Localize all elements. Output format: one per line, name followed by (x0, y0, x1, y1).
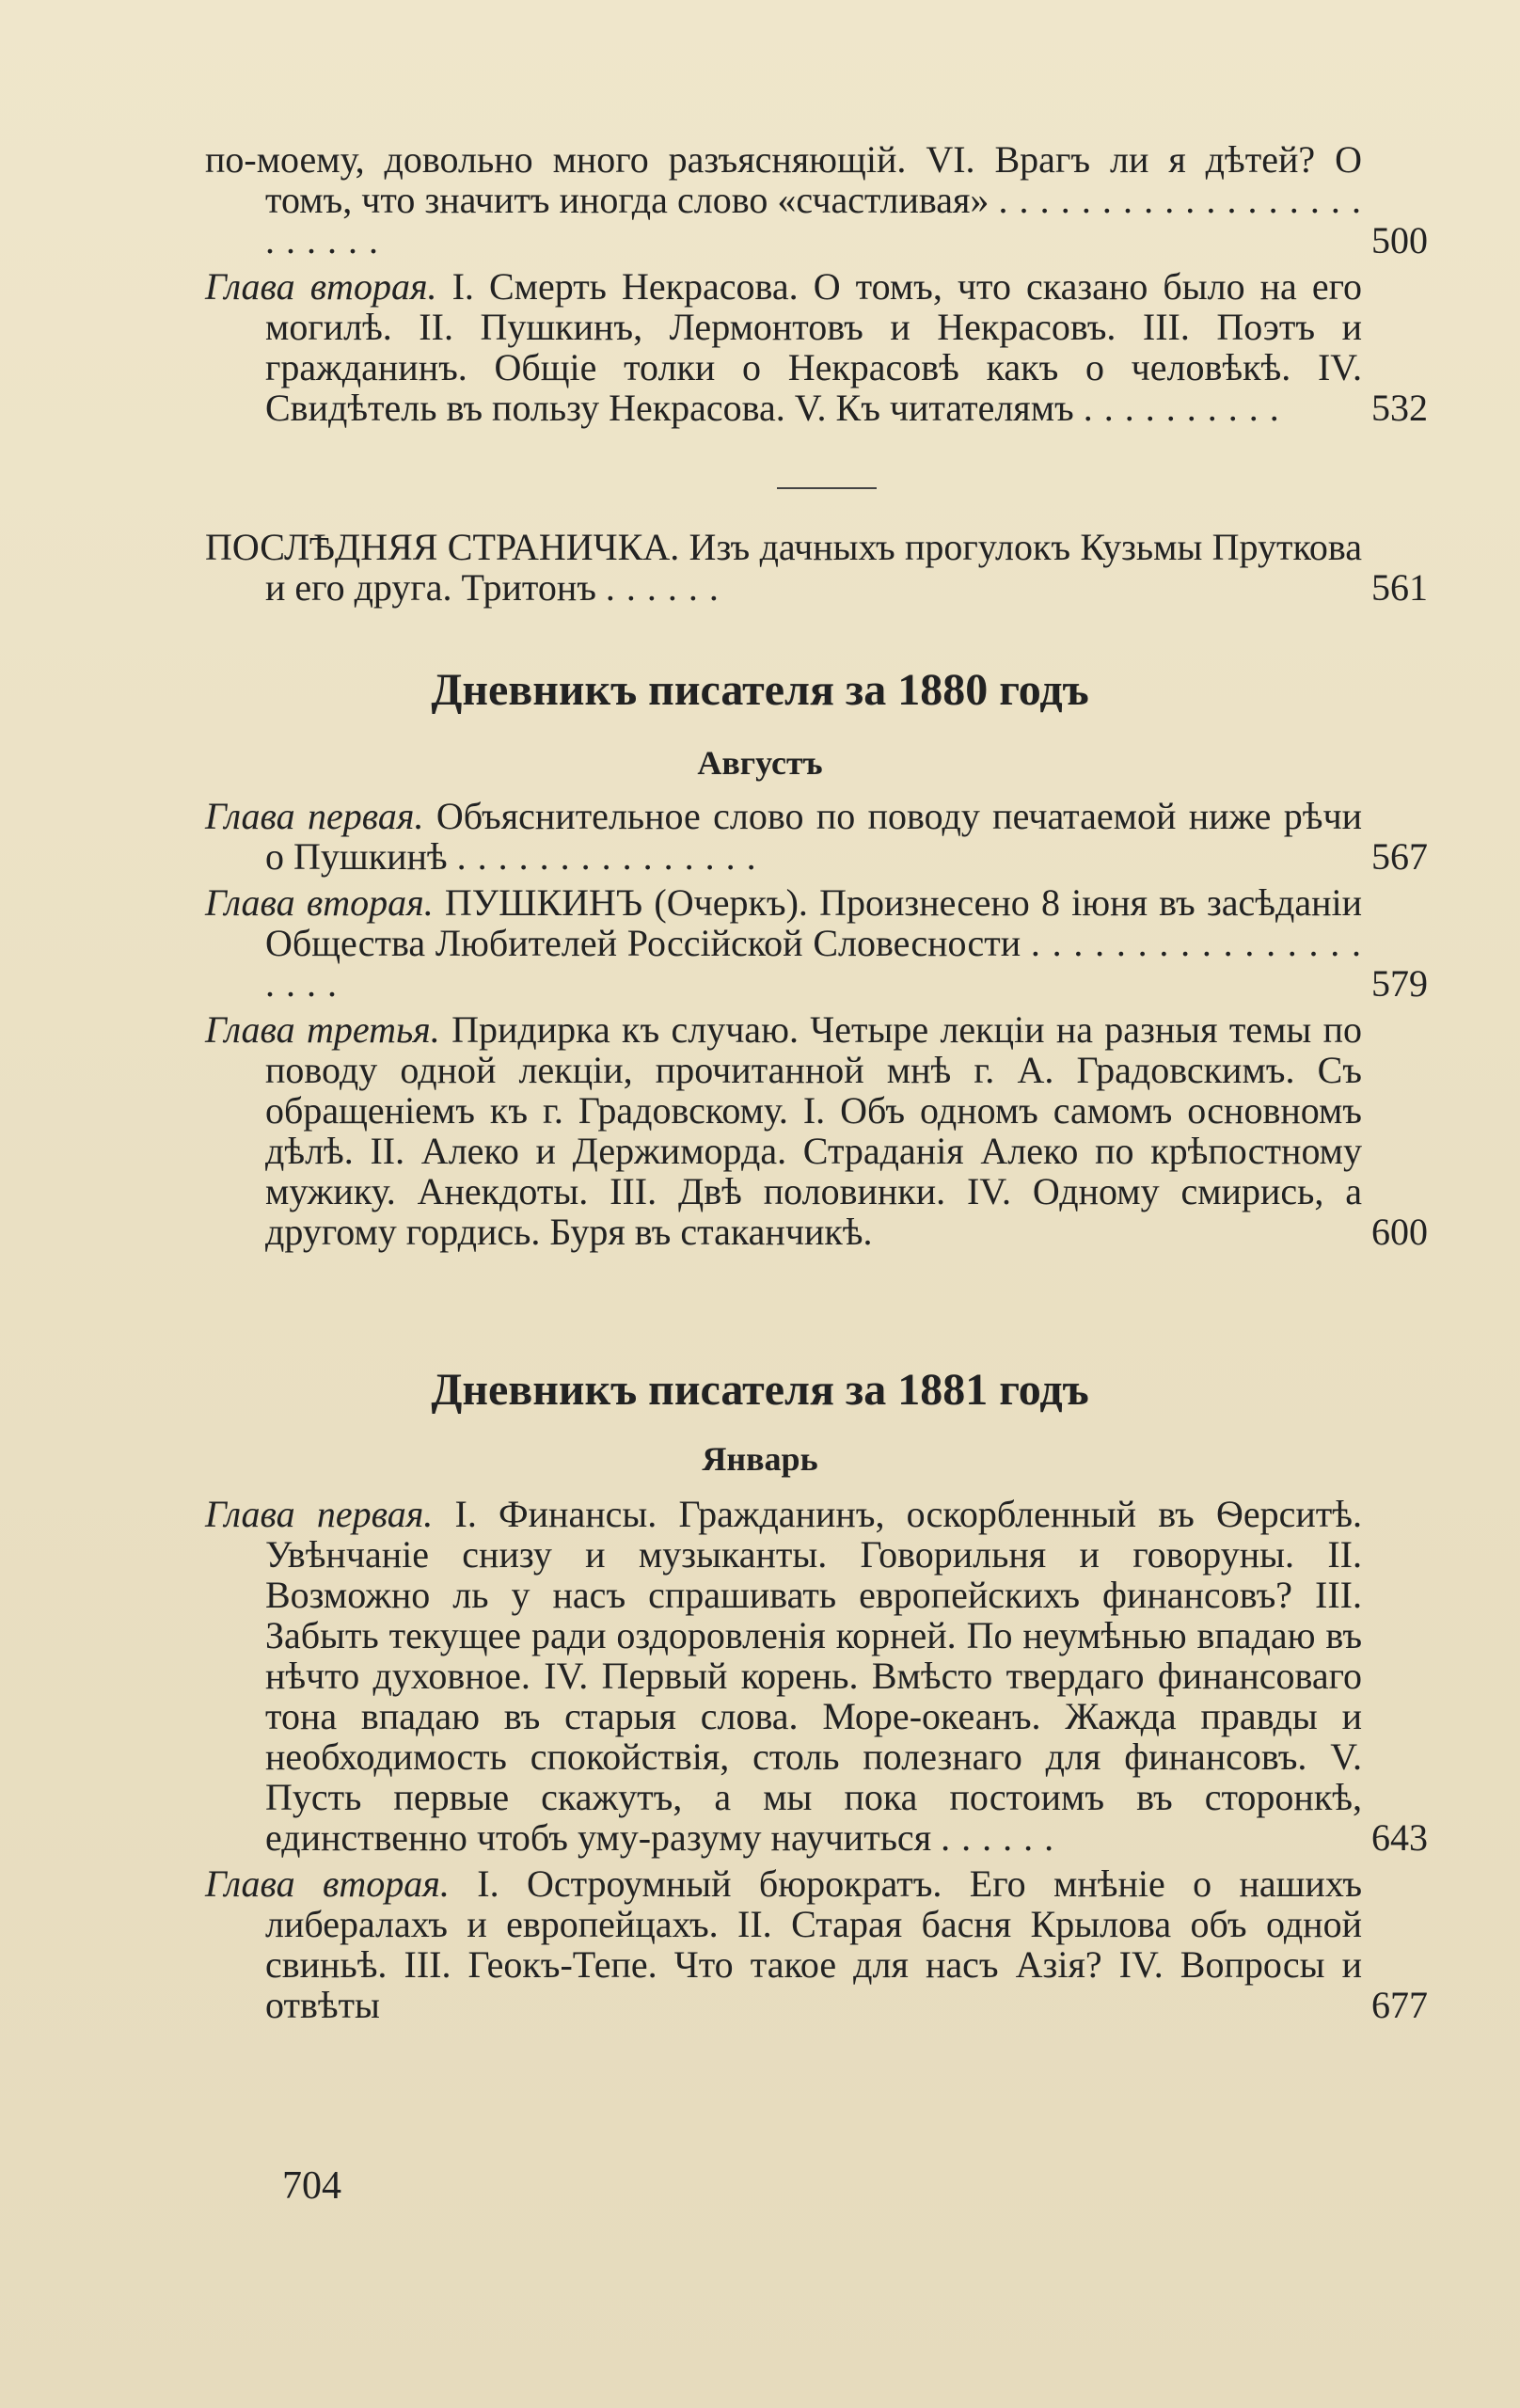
entry-text: Объяснительное слово по поводу печатаемой ниже рѣчи о Пушкинѣ (265, 795, 1362, 878)
toc-entry-643 (205, 1494, 1428, 1858)
leader-dots: . . . . . . (605, 566, 720, 609)
toc-entry-532 (205, 266, 1428, 428)
entry-text: ПОСЛѢДНЯЯ СТРАНИЧКА. Изъ дачныхъ прогулокъ Кузьмы Пруткова и его друга. Тритонъ (205, 526, 1362, 609)
toc-entry-500 (205, 139, 1428, 261)
page-number: 561 (1371, 566, 1428, 609)
chapter-label: Глава вторая. (205, 265, 437, 308)
month-heading-january: Январь (702, 1440, 818, 1478)
leader-dots: . . . . . . . . . . . . . . . (456, 835, 757, 878)
section-title-1880: Дневникъ писателя за 1880 годъ (431, 665, 1089, 715)
toc-entry-677 (205, 1863, 1428, 2025)
leader-dots: . . . . . . . . . . (1083, 387, 1280, 429)
toc-entry-579 (205, 882, 1428, 1004)
leader-dots: . . . . . . . . . . . . . . . . . . . . (265, 922, 1363, 1005)
page-number: 532 (1371, 387, 1428, 429)
page-number: 600 (1371, 1211, 1428, 1253)
leader-dots: . . . . . . (941, 1816, 1055, 1859)
page-number: 579 (1371, 962, 1428, 1005)
chapter-label: Глава вторая. (205, 881, 434, 924)
toc-block-1880 (205, 796, 1428, 1252)
page-number: 567 (1371, 835, 1428, 878)
page-number: 500 (1371, 219, 1428, 261)
entry-text: I. Финансы. Гражданинъ, оскорбленный въ Ѳерситѣ. Увѣнчаніе снизу и музыканты. Говорильня и говоруны. II. Возможно ль у насъ спрашивать европейскихъ финансовъ? III. Забыть текущее ради оздоровленія корней. По неумѣнью впадаю въ нѣчто духовное. IV. Первый корень. Вмѣсто твердаго финансоваго тона впадаю въ старыя слова. Море-океанъ. Жажда правды и необходимость спокойствія, столь полезнаго для финансовъ. V. Пусть первые скажутъ, а мы пока постоимъ въ сторонкѣ, единственно чтобъ уму-разуму научиться (265, 1493, 1362, 1859)
folio-page-number: 704 (282, 2164, 341, 2208)
toc-entry-567 (205, 796, 1428, 877)
toc-entry-561 (205, 527, 1428, 608)
chapter-label: Глава первая. (205, 795, 424, 837)
section-divider (777, 487, 877, 489)
section-title-1881: Дневникъ писателя за 1881 годъ (431, 1365, 1089, 1415)
chapter-label: Глава вторая. (205, 1862, 450, 1905)
entry-text: по-моему, довольно много разъясняющій. VI. Врагъ ли я дѣтей? О томъ, что значитъ иногда слово «счастливая» (205, 138, 1362, 221)
entry-text: I. Смерть Некрасова. О томъ, что сказано было на его могилѣ. II. Пушкинъ, Лермонтовъ и Некрасовъ. III. Поэтъ и гражданинъ. Общіе толки о Некрасовѣ какъ о человѣкѣ. IV. Свидѣтель въ пользу Некрасова. V. Къ читателямъ (265, 265, 1362, 429)
month-heading-august: Августъ (697, 744, 823, 782)
chapter-label: Глава первая. (205, 1493, 434, 1535)
page-number: 643 (1371, 1816, 1428, 1859)
chapter-label: Глава третья. (205, 1008, 440, 1051)
page-number: 677 (1371, 1984, 1428, 2026)
entry-text: Придирка къ случаю. Четыре лекціи на разныя темы по поводу одной лекціи, прочитанной мнѣ г. А. Градовскимъ. Съ обращеніемъ къ г. Градовскому. I. Объ одномъ самомъ основномъ дѣлѣ. II. Алеко и Держиморда. Страданія Алеко по крѣпостному мужику. Анекдоты. III. Двѣ половинки. IV. Одному смирись, а другому гордись. Буря въ стаканчикѣ. (265, 1008, 1363, 1253)
toc-entry-600 (205, 1009, 1428, 1252)
toc-block-top (205, 139, 1428, 428)
toc-block-1881 (205, 1494, 1428, 2025)
entry-text: I. Остроумный бюрократъ. Его мнѣніе о нашихъ либералахъ и европейцахъ. II. Старая басня Крылова объ одной свиньѣ. III. Геокъ-Тепе. Что такое для насъ Азія? IV. Вопросы и отвѣты (265, 1862, 1362, 2026)
leader-dots: . . . . . . . . . . . . . . . . . . . . . . . . (265, 179, 1363, 261)
toc-block-last-page (205, 527, 1428, 608)
entry-text: ПУШКИНЪ (Очеркъ). Произнесено 8 іюня въ засѣданіи Общества Любителей Россійской Словесности (265, 881, 1363, 964)
